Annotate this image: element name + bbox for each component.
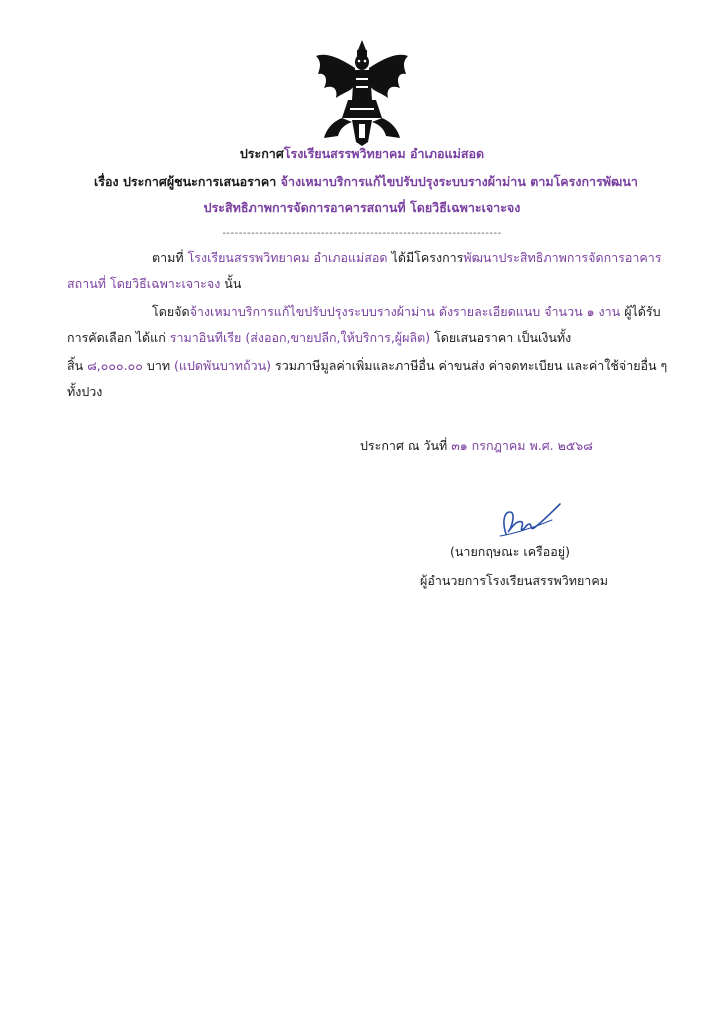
price-words: (แปดพันบาทถ้วน) xyxy=(174,358,272,373)
para2-winner: รามาอินทีเรีย (ส่งออก,ขายปลีก,ให้บริการ,ผู้ผลิต) xyxy=(169,330,431,345)
price-amount: ๘,๐๐๐.๐๐ xyxy=(87,358,143,373)
announce-text: ประกาศ ณ วันที่ xyxy=(360,438,452,453)
subject-prefix: เรื่อง ประกาศผู้ชนะการเสนอราคา xyxy=(94,174,281,189)
para2-text: ผู้ได้รับ xyxy=(620,304,661,319)
para2-service: จ้างเหมาบริการแก้ไขปรับปรุงระบบรางผ้าม่าน ดังรายละเอียดแนบ จำนวน ๑ งาน xyxy=(189,304,621,319)
para1-text: ได้มีโครงการ xyxy=(387,250,464,265)
garuda-emblem-icon xyxy=(312,38,412,148)
subject-line-1 xyxy=(94,174,638,190)
para2-text: บาท xyxy=(142,358,175,373)
subject-line-2 xyxy=(0,200,724,216)
para1-project-cont: สถานที่ โดยวิธีเฉพาะเจาะจง xyxy=(67,276,221,291)
para1-text: นั้น xyxy=(220,276,242,291)
announce-date-value: ๓๑ กรกฎาคม พ.ศ. ๒๕๖๘ xyxy=(451,438,593,453)
para1-project: พัฒนาประสิทธิภาพการจัดการอาคาร xyxy=(463,250,662,265)
separator: -------------------------------------------------------------------- xyxy=(222,228,502,239)
para2-line-1 xyxy=(152,304,661,320)
subject-text-1: จ้างเหมาบริการแก้ไขปรับปรุงระบบรางผ้าม่าน ตามโครงการพัฒนา xyxy=(280,174,638,189)
para2-line-4 xyxy=(67,384,102,400)
para1-text: ตามที่ xyxy=(152,250,188,265)
para2-text: การคัดเลือก ได้แก่ xyxy=(67,330,170,345)
title-org: โรงเรียนสรรพวิทยาคม อำเภอแม่สอด xyxy=(283,146,485,161)
para2-line-3 xyxy=(67,358,667,374)
announce-date xyxy=(360,438,593,454)
para2-line-2 xyxy=(67,330,571,346)
para1-line-2 xyxy=(67,276,241,292)
para2-text: สิ้น xyxy=(67,358,88,373)
signer-position: ผู้อำนวยการโรงเรียนสรรพวิทยาคม xyxy=(420,573,608,588)
para1-line-1 xyxy=(152,250,662,266)
subject-text-2: ประสิทธิภาพการจัดการอาคารสถานที่ โดยวิธีเฉพาะเจาะจง xyxy=(203,200,521,215)
para2-text: โดยเสนอราคา เป็นเงินทั้ง xyxy=(430,330,572,345)
signer-name: (นายกฤษณะ เครืออยู่) xyxy=(450,544,570,559)
title-prefix: ประกาศ xyxy=(239,146,284,161)
para2-text: รวมภาษีมูลค่าเพิ่มและภาษีอื่น ค่าขนส่ง ค่าจดทะเบียน และค่าใช้จ่ายอื่น ๆ xyxy=(271,358,668,373)
para1-org: โรงเรียนสรรพวิทยาคม อำเภอแม่สอด xyxy=(187,250,388,265)
announcement-title xyxy=(0,146,724,162)
para2-text: โดยจัด xyxy=(152,304,190,319)
para2-text: ทั้งปวง xyxy=(67,384,103,399)
signature-icon xyxy=(492,498,564,542)
